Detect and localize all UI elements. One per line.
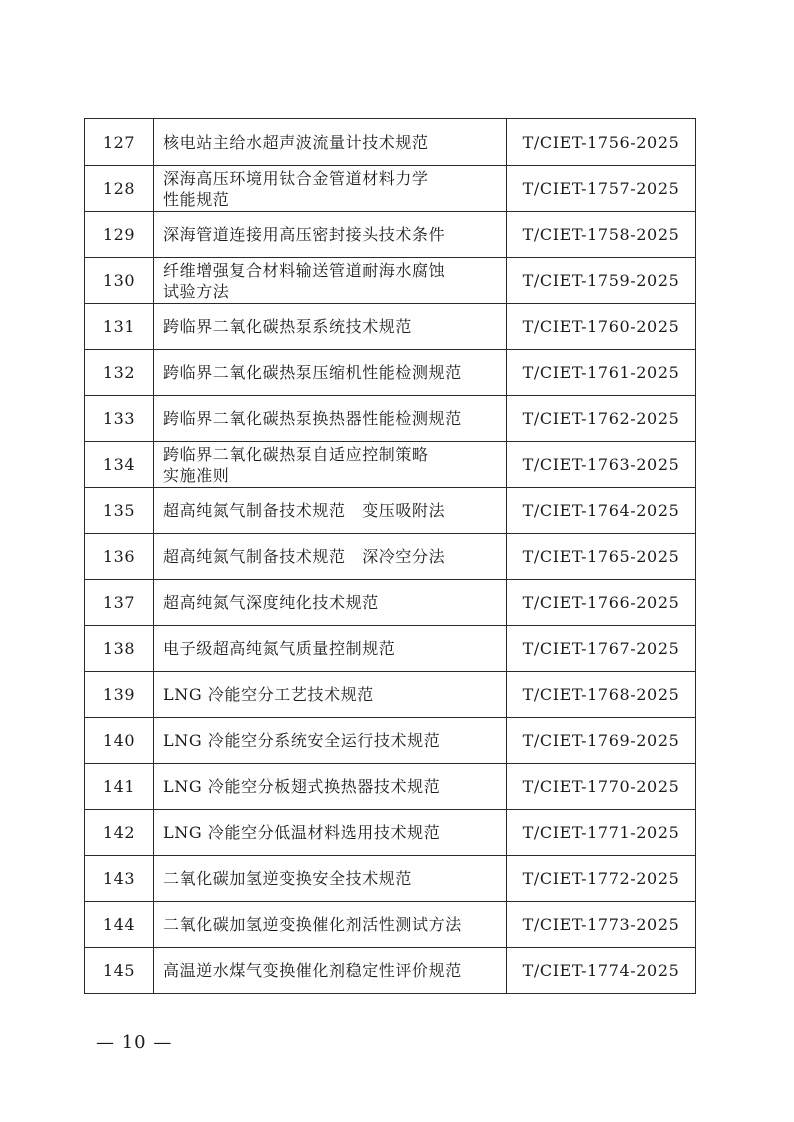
standard-name: 超高纯氮气制备技术规范 变压吸附法 (163, 501, 446, 520)
standard-code: T/CIET-1757-2025 (507, 166, 696, 212)
standard-name-cell (154, 810, 507, 856)
standard-name-cell (154, 672, 507, 718)
row-number: 135 (85, 488, 154, 534)
standard-code: T/CIET-1759-2025 (507, 258, 696, 304)
table-row (85, 442, 696, 488)
row-number: 127 (85, 119, 154, 166)
standard-name: 跨临界二氧化碳热泵压缩机性能检测规范 (163, 363, 462, 382)
standard-code: T/CIET-1765-2025 (507, 534, 696, 580)
table-row (85, 212, 696, 258)
table-row (85, 166, 696, 212)
row-number: 132 (85, 350, 154, 396)
standard-name-cell (154, 488, 507, 534)
standard-name-cell (154, 258, 507, 304)
table-row (85, 856, 696, 902)
standard-name-cell (154, 718, 507, 764)
standard-name-cell (154, 948, 507, 994)
standards-table-body (85, 119, 696, 994)
row-number: 138 (85, 626, 154, 672)
standard-name: LNG 冷能空分系统安全运行技术规范 (163, 731, 441, 750)
row-number: 131 (85, 304, 154, 350)
standard-name: 跨临界二氧化碳热泵系统技术规范 (163, 317, 413, 336)
row-number: 140 (85, 718, 154, 764)
standard-code: T/CIET-1762-2025 (507, 396, 696, 442)
standard-name: 跨临界二氧化碳热泵换热器性能检测规范 (163, 409, 462, 428)
standard-name-cell (154, 856, 507, 902)
table-row (85, 396, 696, 442)
row-number: 145 (85, 948, 154, 994)
standard-code: T/CIET-1761-2025 (507, 350, 696, 396)
standard-code: T/CIET-1764-2025 (507, 488, 696, 534)
row-number: 134 (85, 442, 154, 488)
standard-name: 跨临界二氧化碳热泵自适应控制策略 实施准则 (163, 444, 429, 485)
standard-code: T/CIET-1772-2025 (507, 856, 696, 902)
page-number: — 10 — (96, 1032, 173, 1053)
table-row (85, 948, 696, 994)
standard-name-cell (154, 442, 507, 488)
table-row (85, 626, 696, 672)
standard-name: 电子级超高纯氮气质量控制规范 (163, 639, 396, 658)
standard-name: LNG 冷能空分工艺技术规范 (163, 685, 374, 704)
standard-code: T/CIET-1756-2025 (507, 119, 696, 166)
table-row (85, 810, 696, 856)
standard-name-cell (154, 166, 507, 212)
table-row (85, 488, 696, 534)
standard-name-cell (154, 580, 507, 626)
standard-name: 超高纯氮气制备技术规范 深冷空分法 (163, 547, 446, 566)
standard-code: T/CIET-1763-2025 (507, 442, 696, 488)
standard-name: 超高纯氮气深度纯化技术规范 (163, 593, 379, 612)
standard-code: T/CIET-1769-2025 (507, 718, 696, 764)
table-row (85, 902, 696, 948)
standard-name: LNG 冷能空分板翅式换热器技术规范 (163, 777, 441, 796)
standards-table (84, 118, 696, 994)
standard-name: 二氧化碳加氢逆变换安全技术规范 (163, 869, 413, 888)
standard-name-cell (154, 902, 507, 948)
standard-name: LNG 冷能空分低温材料选用技术规范 (163, 823, 441, 842)
table-row (85, 119, 696, 166)
row-number: 139 (85, 672, 154, 718)
row-number: 143 (85, 856, 154, 902)
table-row (85, 672, 696, 718)
standard-code: T/CIET-1773-2025 (507, 902, 696, 948)
standard-code: T/CIET-1760-2025 (507, 304, 696, 350)
standard-name: 深海高压环境用钛合金管道材料力学 性能规范 (163, 168, 429, 209)
table-row (85, 304, 696, 350)
standard-code: T/CIET-1766-2025 (507, 580, 696, 626)
standard-name-cell (154, 212, 507, 258)
row-number: 133 (85, 396, 154, 442)
standard-name: 二氧化碳加氢逆变换催化剂活性测试方法 (163, 915, 462, 934)
standard-name-cell (154, 119, 507, 166)
standard-name: 高温逆水煤气变换催化剂稳定性评价规范 (163, 961, 462, 980)
table-row (85, 350, 696, 396)
standard-name-cell (154, 396, 507, 442)
table-row (85, 580, 696, 626)
standard-code: T/CIET-1771-2025 (507, 810, 696, 856)
table-row (85, 764, 696, 810)
row-number: 141 (85, 764, 154, 810)
standard-code: T/CIET-1770-2025 (507, 764, 696, 810)
standard-code: T/CIET-1774-2025 (507, 948, 696, 994)
standard-name-cell (154, 534, 507, 580)
row-number: 142 (85, 810, 154, 856)
standard-code: T/CIET-1768-2025 (507, 672, 696, 718)
row-number: 136 (85, 534, 154, 580)
standard-name-cell (154, 764, 507, 810)
row-number: 144 (85, 902, 154, 948)
row-number: 137 (85, 580, 154, 626)
table-row (85, 534, 696, 580)
row-number: 130 (85, 258, 154, 304)
standard-name-cell (154, 304, 507, 350)
row-number: 128 (85, 166, 154, 212)
standard-name: 深海管道连接用高压密封接头技术条件 (163, 225, 446, 244)
row-number: 129 (85, 212, 154, 258)
standard-name: 核电站主给水超声波流量计技术规范 (163, 132, 429, 152)
table-row (85, 718, 696, 764)
standard-name: 纤维增强复合材料输送管道耐海水腐蚀 试验方法 (163, 260, 446, 301)
table-row (85, 258, 696, 304)
standard-code: T/CIET-1767-2025 (507, 626, 696, 672)
standard-name-cell (154, 350, 507, 396)
standard-code: T/CIET-1758-2025 (507, 212, 696, 258)
standard-name-cell (154, 626, 507, 672)
